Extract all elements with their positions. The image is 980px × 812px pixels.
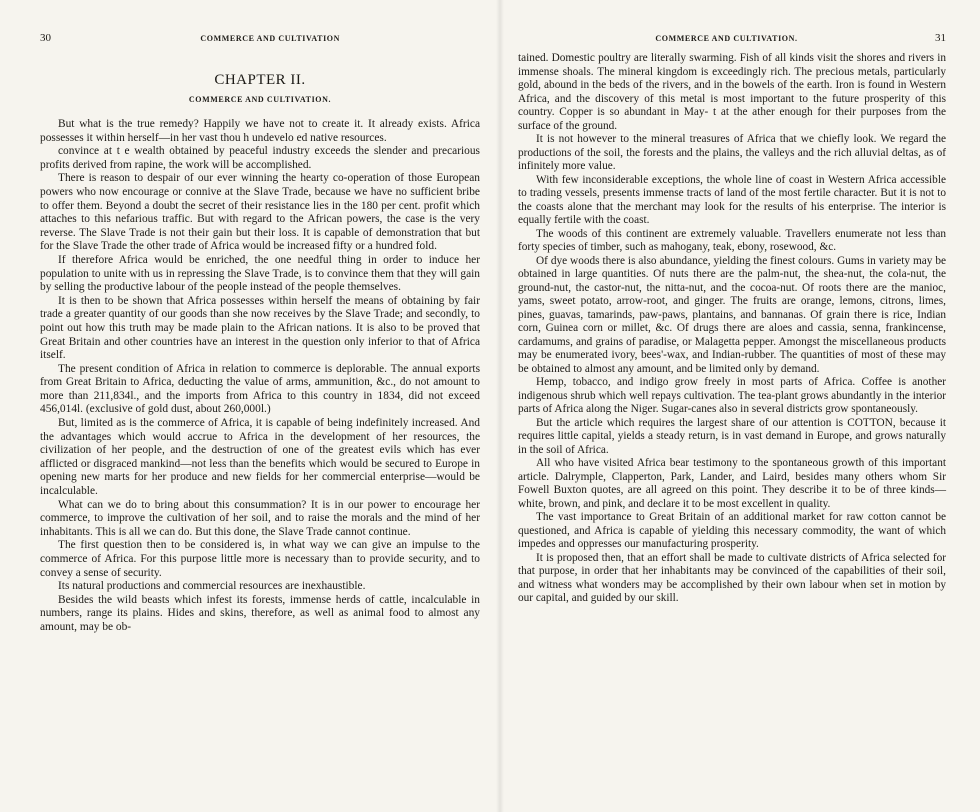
paragraph: There is reason to despair of our ever winning the hearty co-operation of those European powers who now encourage or connive at the Slave Trade, because we have no sufficient bribe to offer them. Beyond a doubt the secret of their resistance lies in the 180 per cent. profit which attaches to this nefarious traffic. But with regard to the African powers, the case is the very reverse. The Slave Trade is not their gain but their loss. It is capable of demonstration that but for the Slave Trade the other trade of Africa would be increased fifty or a hundred fold. (40, 172, 480, 253)
paragraph: With few inconsiderable exceptions, the whole line of coast in Western Africa accessible to trading vessels, presents immense tracts of land of the most fertile character. But it is not to the coasts alone that the merchant may look for the results of his enterprise. The interior is equally fertile with the coast. (518, 173, 946, 226)
chapter-subtitle: COMMERCE AND CULTIVATION. (188, 95, 332, 104)
paragraph: Of dye woods there is also abundance, yielding the finest colours. Gums in variety may be obtained in large quantities. Of nuts there are the palm-nut, the shea-nut, the cola-nut, the ground-nut, the castor-nut, the nitta-nut, and the cocoa-nut. Of roots there are the manioc, yams, sweet potato, arrow-root, and ginger. The fruits are orange, lemons, citrons, limes, pines, guavas, tamarinds, paw-paws, plantains, and bannanas. Of grain there is rice, Indian corn, Guinea corn or millet, &c. Of drugs there are aloes and cassia, senna, frankincense, cardamums, and grains of paradise, or Malagetta pepper. Amongst the miscellaneous products may be enumerated ivory, bees'-wax, and Indian-rubber. The quantities of most of these may be obtained to almost any amount, and be limited only by demand. (518, 254, 946, 375)
paragraph: It is then to be shown that Africa possesses within herself the means of obtaining by fair trade a greater quantity of our goods than she now receives by the Slave Trade; and secondly, to point out how this truth may be made plain to the African nations. It is also to be proved that Great Britain and other countries have an interest in the question only inferior to that of Africa itself. (40, 294, 480, 362)
left-page-header (40, 32, 480, 52)
paragraph: But what is the true remedy? Happily we have not to create it. It already exists. Africa possesses it within herself—in her vast thou h undevelo ed native resources. (40, 118, 480, 144)
right-page-header (518, 32, 946, 52)
paragraph: Hemp, tobacco, and indigo grow freely in most parts of Africa. Coffee is another indigenous shrub which well repays cultivation. The tea-plant grows abundantly in the interior parts of Africa along the Niger. Sugar-canes also in several districts grow spontaneously. (518, 376, 946, 415)
paragraph: convince at t e wealth obtained by peaceful industry exceeds the slender and precarious profits derived from rapine, the work will be accomplished. (40, 145, 480, 171)
paragraph: All who have visited Africa bear testimony to the spontaneous growth of this important article. Dalrymple, Clapperton, Park, Lander, and Laird, besides many others whom Sir Fowell Buxton quotes, are all agreed on this point. They describe it to be of three kinds—white, brown, and pink, and declare it to be most excellent in quality. (518, 457, 946, 510)
paragraph: If therefore Africa would be enriched, the one needful thing in order to induce her population to unite with us in repressing the Slave Trade, is to convince them that they will gain by selling the productive labour of the people instead of the people themselves. (40, 253, 480, 294)
paragraph: Its natural productions and commercial resources are inexhaustible. (58, 580, 366, 593)
page-number: 30 (40, 32, 51, 44)
paragraph: tained. Domestic poultry are literally swarming. Fish of all kinds visit the shores and rivers in immense shoals. The mineral kingdom is exceedingly rich. The precious metals, particularly gold, abound in the beds of the rivers, and in the bowels of the earth. Iron is found in Western Africa, and the discovery of this metal is most important to the future prosperity of this country. Copper is so abundant in May- t at the ather enough for their purposes from the surface of the ground. (518, 52, 946, 132)
paragraph: It is not however to the mineral treasures of Africa that we chiefly look. We regard the productions of the soil, the forests and the plains, the valleys and the rich alluvial deltas, as of infinitely more value. (518, 133, 946, 172)
paragraph: But the article which requires the largest share of our attention is COTTON, because it requires little capital, yields a steady return, is in vast demand in Europe, and grows naturally in the soil of Africa. (518, 416, 946, 456)
paragraph: The present condition of Africa in relation to commerce is deplorable. The annual exports from Great Britain to Africa, deducting the value of arms, ammunition, &c., do not amount to more than 211,834l., and the imports from Africa to this country in 1834, did not exceed 456,014l. (exclusive of gold dust, about 260,000l.) (40, 362, 480, 416)
paragraph: But, limited as is the commerce of Africa, it is capable of being indefinitely increased. And the advantages which would accrue to Africa in the development of her resources, the civilization of her people, and the destruction of one of the greatest evils which has ever afflicted or disgraced mankind—not less than the benefits which would be secured to Europe in opening new marts for her produce and new fields for her commercial enterprise—would be incalculable. (40, 417, 480, 498)
paragraph: The vast importance to Great Britain of an additional market for raw cotton cannot be questioned, and Africa is capable of yielding this necessary commodity, the want of which impedes and oppresses our manufacturing prosperity. (518, 511, 946, 550)
paragraph: What can we do to bring about this consummation? It is in our power to encourage her commerce, to improve the cultivation of her soil, and to raise the morals and the mind of her inhabitants. This is all we can do. But this done, the Slave Trade cannot continue. (40, 498, 480, 538)
right-page (500, 0, 980, 812)
running-head: COMMERCE AND CULTIVATION. (655, 34, 798, 43)
paragraph: Besides the wild beasts which infest its forests, immense herds of cattle, incalculable in numbers, range its plains. Hides and skins, therefore, as well as animal food to almost any amount, may be ob- (40, 593, 480, 633)
chapter-title: CHAPTER II. (214, 72, 306, 88)
running-head: COMMERCE AND CULTIVATION (200, 34, 340, 43)
page-number: 31 (934, 32, 946, 44)
paragraph: It is proposed then, that an effort shall be made to cultivate districts of Africa selected for that purpose, in order that her inhabitants may be convinced of the capabilities of their soil, and witness what wonders may be accomplished by their own labour when set in motion by our capital, and guided by our skill. (518, 551, 946, 604)
paragraph: The woods of this continent are extremely valuable. Travellers enumerate not less than forty species of timber, such as mahogany, teak, ebony, rosewood, &c. (518, 227, 946, 253)
paragraph: The first question then to be considered is, in what way we can give an impulse to the commerce of Africa. For this purpose little more is necessary than to provide security, and to convey a sense of security. (40, 539, 480, 579)
